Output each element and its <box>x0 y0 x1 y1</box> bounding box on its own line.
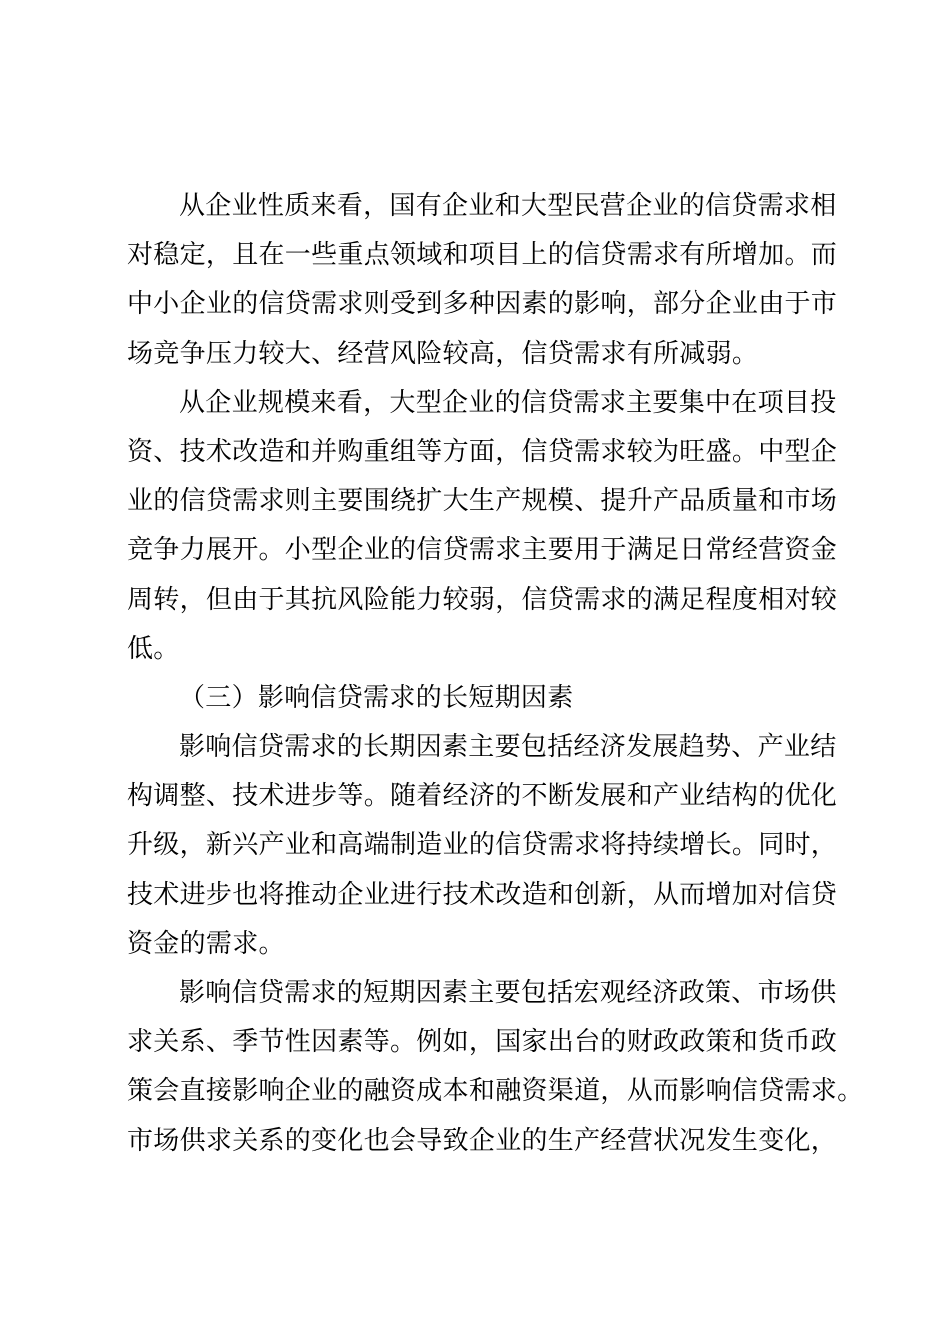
document-body <box>127 182 864 1166</box>
text-line: 场竞争压力较大、经营风险较高，信贷需求有所减弱。 <box>127 338 759 369</box>
text-line: 市场供求关系的变化也会导致企业的生产经营状况发生变化， <box>127 1125 838 1156</box>
text-line: 升级，新兴产业和高端制造业的信贷需求将持续增长。同时， <box>127 830 838 861</box>
text-line: 对稳定，且在一些重点领域和项目上的信贷需求有所增加。而 <box>127 240 838 271</box>
text-line: 竞争力展开。小型企业的信贷需求主要用于满足日常经营资金 <box>127 535 838 566</box>
paragraph-short-term-factors <box>127 969 864 1166</box>
text-line: 构调整、技术进步等。随着经济的不断发展和产业结构的优化 <box>127 781 838 812</box>
paragraph-enterprise-scale <box>127 379 838 674</box>
text-line: 从企业性质来看，国有企业和大型民营企业的信贷需求相 <box>179 191 837 221</box>
text-line: 周转，但由于其抗风险能力较弱，信贷需求的满足程度相对较 <box>127 584 838 615</box>
text-line: 求关系、季节性因素等。例如，国家出台的财政政策和货币政 <box>127 1027 838 1058</box>
text-line: 技术进步也将推动企业进行技术改造和创新，从而增加对信贷 <box>127 879 838 910</box>
text-line: 业的信贷需求则主要围绕扩大生产规模、提升产品质量和市场 <box>127 486 838 517</box>
section-heading-text: （三）影响信贷需求的长短期因素 <box>179 682 574 713</box>
text-line: 策会直接影响企业的融资成本和融资渠道，从而影响信贷需求。 <box>127 1076 864 1107</box>
text-line: 低。 <box>127 633 180 664</box>
text-line: 影响信贷需求的长期因素主要包括经济发展趋势、产业结 <box>179 732 837 763</box>
text-line: 资金的需求。 <box>127 928 285 959</box>
text-line: 从企业规模来看，大型企业的信贷需求主要集中在项目投 <box>179 387 837 418</box>
paragraph-long-term-factors <box>127 723 838 969</box>
text-line: 中小企业的信贷需求则受到多种因素的影响，部分企业由于市 <box>127 289 838 320</box>
paragraph-enterprise-nature <box>127 182 838 379</box>
section-heading <box>127 674 833 723</box>
text-line: 资、技术改造和并购重组等方面，信贷需求较为旺盛。中型企 <box>127 436 838 467</box>
text-line: 影响信贷需求的短期因素主要包括宏观经济政策、市场供 <box>179 978 837 1008</box>
